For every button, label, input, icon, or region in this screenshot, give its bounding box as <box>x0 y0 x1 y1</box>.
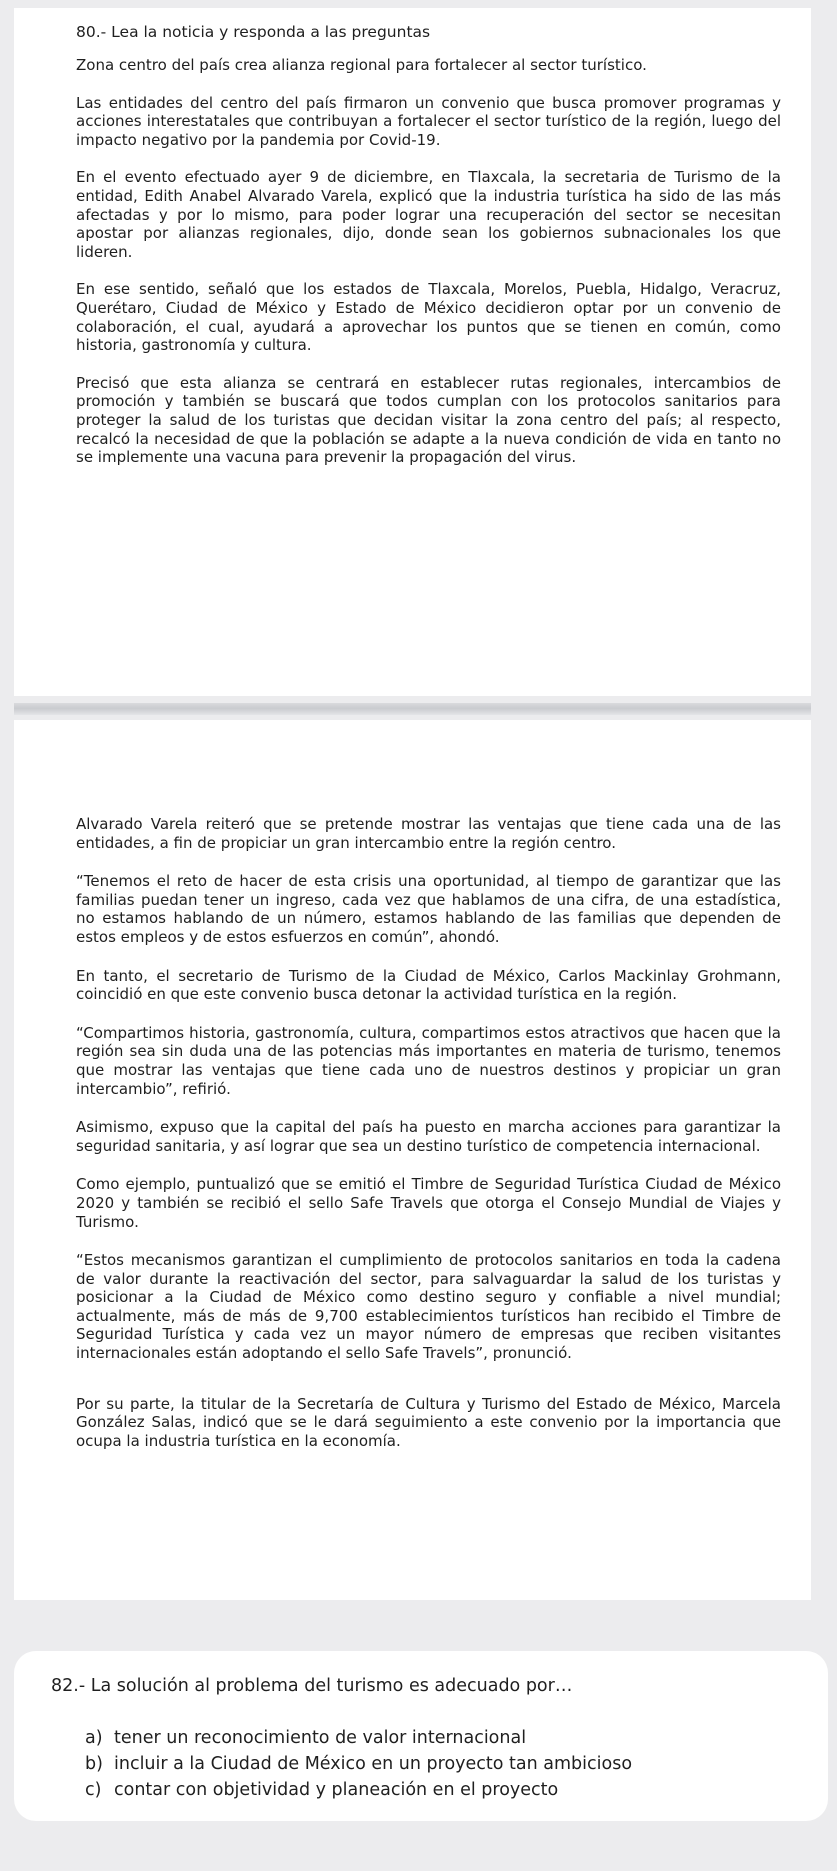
news-paragraph: Alvarado Varela reiteró que se pretende mostrar las ventajas que tiene cada una de las entidades, a fin de propiciar un gran intercambio entre la región centro. <box>76 815 781 852</box>
option-letter: b) <box>85 1754 103 1774</box>
question-80-title: 80.- Lea la noticia y responda a las preguntas <box>76 23 431 41</box>
option-letter: c) <box>85 1780 102 1800</box>
news-paragraph: Asimismo, expuso que la capital del país ha puesto en marcha acciones para garantizar la seguridad sanitaria, y así lograr que sea un destino turístico de competencia internacional. <box>76 1118 781 1155</box>
news-paragraph: Las entidades del centro del país firmaron un convenio que busca promover programas y acciones interestatales que contribuyan a fortalecer el sector turístico de la región, luego del impacto negativo por la pandemia por Covid-19. <box>76 93 781 149</box>
answer-option-c[interactable] <box>85 1777 828 1803</box>
question-82-title: 82.- La solución al problema del turismo es adecuado por… <box>51 1676 573 1696</box>
option-text: incluir a la Ciudad de México en un proyecto tan ambicioso <box>114 1754 633 1774</box>
news-paragraph: En ese sentido, señaló que los estados de Tlaxcala, Morelos, Puebla, Hidalgo, Veracruz, Querétaro, Ciudad de México y Estado de México decidieron optar por un convenio de colaboración, el cual, ayudará a aprovechar los puntos que se tienen en común, como historia, gastronomía y cultura. <box>76 280 781 355</box>
news-paragraph: “Tenemos el reto de hacer de esta crisis una oportunidad, al tiempo de garantizar que las familias puedan tener un ingreso, cada vez que hablamos de una cifra, de una estadística, no estamos hablando de un número, estamos hablando de las familias que dependen de estos empleos y de estos esfuerzos en común”, ahondó. <box>76 872 781 946</box>
news-paragraph: Como ejemplo, puntualizó que se emitió el Timbre de Seguridad Turística Ciudad de México 2020 y también se recibió el sello Safe Travels que otorga el Consejo Mundial de Viajes y Turismo. <box>76 1175 781 1231</box>
page-divider <box>14 703 811 715</box>
news-paragraph: “Estos mecanismos garantizan el cumplimiento de protocolos sanitarios en toda la cadena de valor durante la reactivación del sector, para salvaguardar la salud de los turistas y posicionar a la Ciudad de México como destino seguro y confiable a nivel mundial; actualmente, más de más de 9,700 establecimientos turísticos han recibido el Timbre de Seguridad Turística y cada vez un mayor número de empresas que reciben visitantes internacionales están adoptando el sello Safe Travels”, pronunció. <box>76 1251 781 1363</box>
news-paragraph: En tanto, el secretario de Turismo de la Ciudad de México, Carlos Mackinlay Grohmann, coincidió en que este convenio busca detonar la actividad turística en la región. <box>76 966 781 1004</box>
news-headline: Zona centro del país crea alianza regional para fortalecer al sector turístico. <box>76 56 647 74</box>
question-82-card <box>14 1651 828 1821</box>
answer-option-a[interactable] <box>85 1725 828 1751</box>
news-paragraph: Precisó que esta alianza se centrará en establecer rutas regionales, intercambios de promoción y también se buscará que todos cumplan con los protocolos sanitarios para proteger la salud de los turistas que decidan visitar la zona centro del país; al respecto, recalcó la necesidad de que la población se adapte a la nueva condición de vida en tanto no se implemente una vacuna para prevenir la propagación del virus. <box>76 373 781 467</box>
news-paragraph: En el evento efectuado ayer 9 de diciembre, en Tlaxcala, la secretaria de Turismo de la entidad, Edith Anabel Alvarado Varela, explicó que la industria turística ha sido de las más afectadas y por lo mismo, para poder lograr una recuperación del sector se necesitan apostar por alianzas regionales, dijo, donde sean los gobiernos subnacionales los que lideren. <box>76 168 781 261</box>
option-letter: a) <box>85 1728 103 1748</box>
option-text: contar con objetividad y planeación en el proyecto <box>114 1780 559 1800</box>
news-paragraph: Por su parte, la titular de la Secretaría de Cultura y Turismo del Estado de México, Marcela González Salas, indicó que se le dará seguimiento a este convenio por la importancia que ocupa la industria turística en la economía. <box>76 1394 781 1450</box>
news-paragraph: “Compartimos historia, gastronomía, cultura, compartimos estos atractivos que hacen que la región sea sin duda una de las potencias más importantes en materia de turismo, tenemos que mostrar las ventajas que tiene cada uno de nuestros destinos y propiciar un gran intercambio”, refirió. <box>76 1023 781 1098</box>
answer-option-b[interactable] <box>85 1751 828 1777</box>
option-text: tener un reconocimiento de valor internacional <box>114 1728 527 1748</box>
news-page-2 <box>14 720 811 1600</box>
news-page-1 <box>14 8 811 696</box>
